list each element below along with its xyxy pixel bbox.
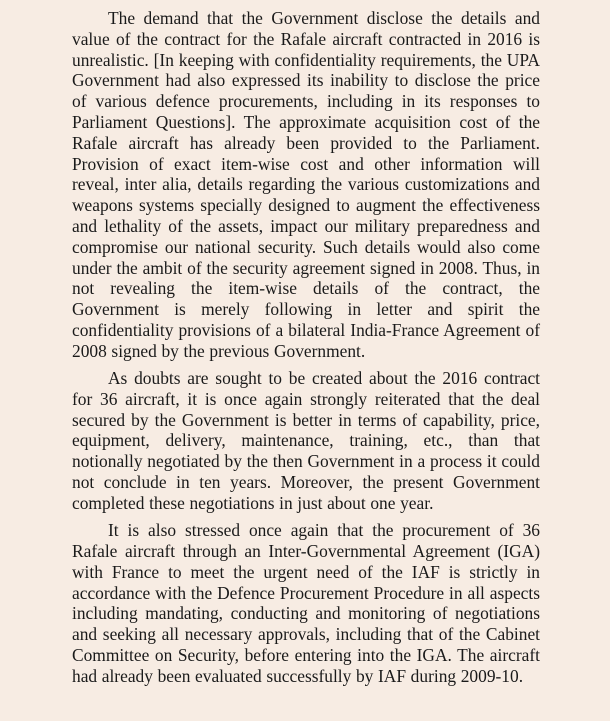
- paragraph-deal-comparison: As doubts are sought to be created about the 2016 contract for 36 aircraft, it is once again strongly reiterated that the deal secured by the Government is better in terms of capability, price, equipment, delivery, maintenance, training, etc., than that notionally negotiated by the then Government in a process it could not conclude in ten years. Moreover, the present Government completed these negotiations in just about one year.: [72, 368, 540, 513]
- paragraph-contract-disclosure: The demand that the Government disclose the details and value of the contract for the Rafale aircraft contracted in 2016 is unrealistic. [In keeping with confidentiality requirements, the UPA Government had also expressed its inability to disclose the price of various defence procurements, including in its responses to Parliament Questions]. The approximate acquisition cost of the Rafale aircraft has already been provided to the Parliament. Provision of exact item-wise cost and other information will reveal, inter alia, details regarding the various customizations and weapons systems specially designed to augment the effectiveness and lethality of the assets, impact our military preparedness and compromise our national security. Such details would also come under the ambit of the security agreement signed in 2008. Thus, in not revealing the item-wise details of the contract, the Government is merely following in letter and spirit the confidentiality provisions of a bilateral India-France Agreement of 2008 signed by the previous Government.: [72, 8, 540, 361]
- paragraph-procurement-procedure: It is also stressed once again that the procurement of 36 Rafale aircraft through an Inter-Governmental Agreement (IGA) with France to meet the urgent need of the IAF is strictly in accordance with the Defence Procurement Procedure in all aspects including mandating, conducting and monitoring of negotiations and seeking all necessary approvals, including that of the Cabinet Committee on Security, before entering into the IGA. The aircraft had already been evaluated successfully by IAF during 2009-10.: [72, 520, 540, 686]
